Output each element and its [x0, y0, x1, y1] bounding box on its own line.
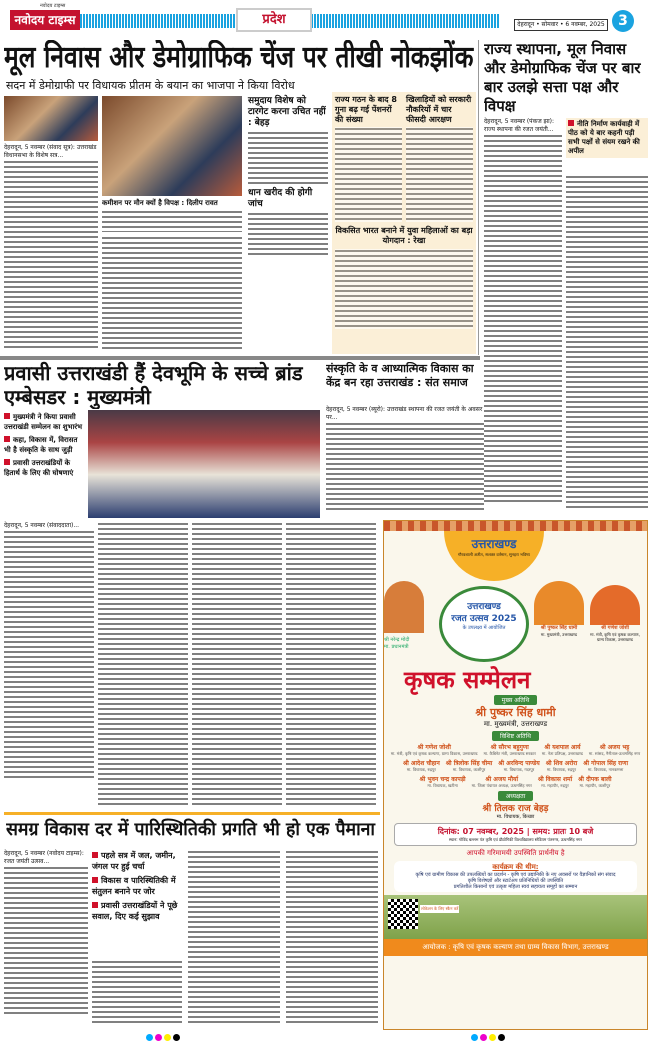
guest-role: मा. विधायक, काशीपुर	[452, 767, 486, 772]
guest-entry	[589, 743, 640, 757]
minister-name: श्री गणेश जोशी	[601, 625, 629, 631]
lead-headline: मूल निवास और डेमोग्राफिक चेंज पर तीखी नोकझोंक	[4, 40, 474, 75]
theme-item: कृषि एवं ग्रामीण विकास की उपलब्धियों का प्रदर्शन - कृषि एवं उद्यानिकी के नए अवसरों पर वैज्ञानिकों संग संवाद	[415, 872, 616, 878]
sub-headline-2: धान खरीद की होगी जांच	[248, 188, 313, 209]
guest-role: मा. मंत्री, कृषि एवं कृषक कल्याण, ग्राम्य विकास, उत्तराखण्ड	[390, 751, 478, 756]
minister-role: मा. मंत्री, कृषि एवं कृषक कल्याण, ग्राम्य विकास, उत्तराखण्ड	[590, 632, 640, 642]
right-column-1	[484, 118, 562, 504]
guest-name: श्री सौरभ बहुगुणा	[490, 744, 529, 751]
brand-logo: नवोदय टाइम्स	[10, 10, 80, 30]
ad-organizer: आयोजक : कृषि एवं कृषक कल्याण तथा ग्राम्य विकास विभाग, उत्तराखण्ड	[384, 939, 647, 956]
president-label: अध्यक्षता	[498, 791, 534, 801]
second-body	[4, 522, 380, 807]
guest-entry	[542, 743, 583, 757]
date-line: देहरादून • सोमवार • 6 नवम्बर, 2025	[514, 19, 608, 31]
president-name: श्री तिलक राज बेहड़	[482, 804, 549, 814]
guest-name: श्री दीपक बाली	[578, 776, 612, 783]
guest-name: श्री विकास शर्मा	[537, 776, 573, 783]
box-left-title: राज्य गठन के बाद 8 गुना बढ़ गई पेंशनरों की संख्या	[335, 95, 397, 124]
bullet: विकास व पारिस्थितिकी में संतुलन बनाने पर जोर	[92, 876, 176, 896]
column-divider	[478, 40, 479, 355]
special-guests-list	[384, 741, 647, 791]
guest-role: मा. सांसद, नैनीताल-ऊधमसिंह नगर	[588, 751, 641, 756]
lead-body: देहरादून, 5 नवम्बर (संवाद सूत्र): उत्तराखंड विधानसभा के विशेष सत्र...	[4, 144, 97, 159]
chief-guest-name: श्री पुष्कर सिंह धामी	[475, 706, 556, 719]
ad-logo-tagline: गौरवशाली अतीत, सशक्त वर्तमान, सुनहरा भविष्य	[458, 552, 530, 557]
guest-role: मा. जिला पंचायत अध्यक्ष, ऊधमसिंह नगर	[471, 783, 532, 788]
modi-name: श्री नरेन्द्र मोदी	[384, 637, 410, 643]
cm-name: श्री पुष्कर सिंह धामी	[540, 625, 578, 631]
section-divider	[0, 356, 480, 360]
guest-name: श्री अजय मौर्या	[485, 776, 519, 783]
bottom-body-text: देहरादून, 5 नवम्बर (नवोदय टाइम्स): रजत जयंती उत्सव...	[4, 850, 84, 865]
guest-entry	[498, 759, 539, 773]
section-label: प्रदेश	[236, 8, 312, 32]
theme-item: प्रगतिशील किसानों एवं उत्कृष्ट महिला स्वयं सहायता समूहों का सम्मान	[453, 884, 578, 890]
ad-title: कृषक सम्मेलन	[404, 666, 531, 694]
ad-logo: उत्तराखण्ड	[471, 537, 517, 551]
guest-entry	[546, 759, 578, 773]
masthead	[0, 0, 650, 36]
middle-body	[326, 406, 484, 512]
guest-name: श्री यशपाल आर्य	[544, 744, 581, 751]
special-guests-label: विशिष्ट अतिथि	[492, 731, 539, 741]
guest-role: मा. विधायक, रुद्रपुर	[546, 767, 577, 772]
bullet: प्रवासी उत्तराखंडियों के हितार्थ के लिए की घोषणाएं	[4, 459, 74, 477]
guest-role: मा. विधायक, नानकमत्ता	[587, 767, 624, 772]
bullet: पहले सत्र में जल, जमीन, जंगल पर हुई चर्चा	[92, 851, 176, 871]
info-box	[332, 92, 476, 354]
lead-subhead: सदन में डेमोग्राफी पर विधायक प्रीतम के बयान का भाजपा ने किया विरोध	[6, 79, 295, 92]
right-headline: राज्य स्थापना, मूल निवास और डेमोग्राफिक चेंज पर बार बार उलझे सत्ता पक्ष और विपक्ष	[484, 40, 641, 115]
theme-item: कृषि विशेषज्ञों और स्टार्टअप प्रतिनिधियों की उपस्थिति	[467, 878, 564, 884]
middle-body-text: देहरादून, 5 नवम्बर (ब्यूरो): उत्तराखंड स्थापना की रजत जयंती के अवसर पर...	[326, 406, 483, 421]
guest-entry	[484, 743, 536, 757]
right-highlight	[566, 118, 648, 158]
guest-name: श्री शिव अरोरा	[545, 760, 578, 767]
guest-role: मा. कैबिनेट मंत्री, उत्तराखण्ड सरकार	[483, 751, 536, 756]
conference-photo	[88, 410, 320, 518]
box-bottom-title: विकसित भारत बनाने में युवा महिलाओं का बड़ा योगदान : रेखा	[335, 226, 473, 245]
badge-line1: उत्तराखण्ड	[467, 602, 501, 612]
guest-entry	[446, 759, 492, 773]
guest-name: श्री आदेश चौहान	[402, 760, 440, 767]
guest-entry	[578, 775, 611, 789]
bullet: प्रवासी उत्तराखंडियों ने पूछे सवाल, दिए कई सुझाव	[92, 901, 178, 921]
bullet: कहा, विकास में, विरासत भी है संस्कृति के साथ जुड़ी	[4, 436, 78, 454]
krishak-sammelan-ad	[383, 520, 648, 1030]
guest-entry	[391, 743, 478, 757]
badge-line2: रजत उत्सव 2025	[451, 614, 517, 624]
guest-name: श्री गणेश जोशी	[417, 744, 451, 751]
yellow-rule	[4, 812, 380, 815]
brand-small: नवोदय टाइम्स	[40, 3, 66, 9]
theme-title: कार्यक्रम की थीम:	[492, 863, 539, 871]
guest-role: मा. महापौर, रुद्रपुर	[541, 783, 569, 788]
guest-entry	[419, 775, 465, 789]
cm-role: मा. मुख्यमंत्री, उत्तराखण्ड	[540, 632, 578, 637]
highlight-text: नीति निर्माण कार्यवाही में पीठ को ये बार कहनी पड़ी सभी पक्षों से संयम रखने की अपील	[568, 120, 640, 155]
right-body: देहरादून, 5 नवम्बर (पंकज झा): राज्य स्थापना की रजत जयंती...	[484, 118, 555, 133]
second-bullets	[4, 412, 86, 478]
photo-caption-headline: कमीशन पर मौन क्यों है विपक्ष : दिलीप रावत	[102, 199, 218, 207]
color-registration-marks	[0, 1032, 650, 1043]
chief-guest-role: मा. मुख्यमंत्री, उत्तराखण्ड	[483, 720, 548, 728]
guest-role: मा. नेता प्रतिपक्ष, उत्तराखण्ड	[541, 751, 583, 756]
qr-code	[388, 899, 418, 929]
guest-role: मा. महापौर, काशीपुर	[579, 783, 611, 788]
guest-name: श्री अजय भट्ट	[599, 744, 630, 751]
bottom-headline: समग्र विकास दर में पारिस्थितिकी प्रगति भी हो एक पैमाना	[6, 819, 376, 840]
guest-name: श्री त्रिलोक सिंह चीमा	[445, 760, 493, 767]
legislator-photo	[4, 96, 98, 141]
guest-entry	[403, 759, 440, 773]
guest-name: श्री गोपाल सिंह राणा	[583, 760, 629, 767]
lead-column-1	[4, 96, 98, 350]
box-right-title: खिलाड़ियों को सरकारी नौकरियों में चार फीसदी आरक्षण	[406, 95, 472, 124]
guest-role: मा. विधायक, रुद्रपुर	[406, 767, 436, 772]
guest-entry	[538, 775, 572, 789]
sub-headline-1: समुदाय विशेष को टारगेट करना उचित नहीं : बेहड़	[248, 96, 326, 128]
event-date-time: दिनांक: 07 नवम्बर, 2025 | समय: प्रातः 10 बजे	[437, 827, 594, 836]
guest-role: मा. विधायक, गदरपुर	[503, 767, 535, 772]
guest-name: श्री अरविन्द पाण्डेय	[498, 760, 540, 767]
bottom-bullets	[92, 850, 184, 922]
bullet: मुख्यमंत्री ने किया प्रवासी उत्तराखंडी सम्मेलन का शुभारंभ	[4, 413, 83, 431]
guest-name: श्री भुवन चन्द्र कापड़ी	[419, 776, 466, 783]
badge-line3: के उपलक्ष्य में आयोजित	[462, 625, 506, 631]
guest-entry	[472, 775, 532, 789]
modi-role: मा. प्रधानमंत्री	[384, 644, 409, 650]
invite-text: आपकी गरिमामयी उपस्थिति प्रार्थनीय है	[466, 849, 565, 857]
lead-column-3	[248, 96, 328, 257]
guest-entry	[583, 759, 628, 773]
page-number: 3	[612, 10, 634, 32]
qr-caption: लोकेशन के लिए स्कैन करें	[421, 906, 459, 911]
chief-guest-label: मुख्य अतिथि	[494, 695, 537, 705]
bottom-col-1	[4, 850, 88, 1016]
guest-role: मा. विधायक, खटीमा	[427, 783, 458, 788]
assembly-photo	[102, 96, 242, 196]
second-body-text: देहरादून, 5 नवम्बर (संवाददाता)...	[4, 522, 80, 529]
middle-headline: संस्कृति के व आध्यात्मिक विकास का केंद्र बन रहा उत्तराखंड : संत समाज	[326, 362, 474, 389]
president-role: मा. विधायक, किच्छा	[496, 814, 535, 820]
event-venue: स्थान: गोविंद बल्लभ पंत कृषि एवं प्रौद्योगिकी विश्वविद्यालय स्टेडियम पंतनगर, ऊधमसिंह नगर	[449, 837, 582, 842]
second-headline: प्रवासी उत्तराखंडी हैं देवभूमि के सच्चे ब्रांड एम्बेसडर : मुख्यमंत्री	[4, 361, 303, 409]
